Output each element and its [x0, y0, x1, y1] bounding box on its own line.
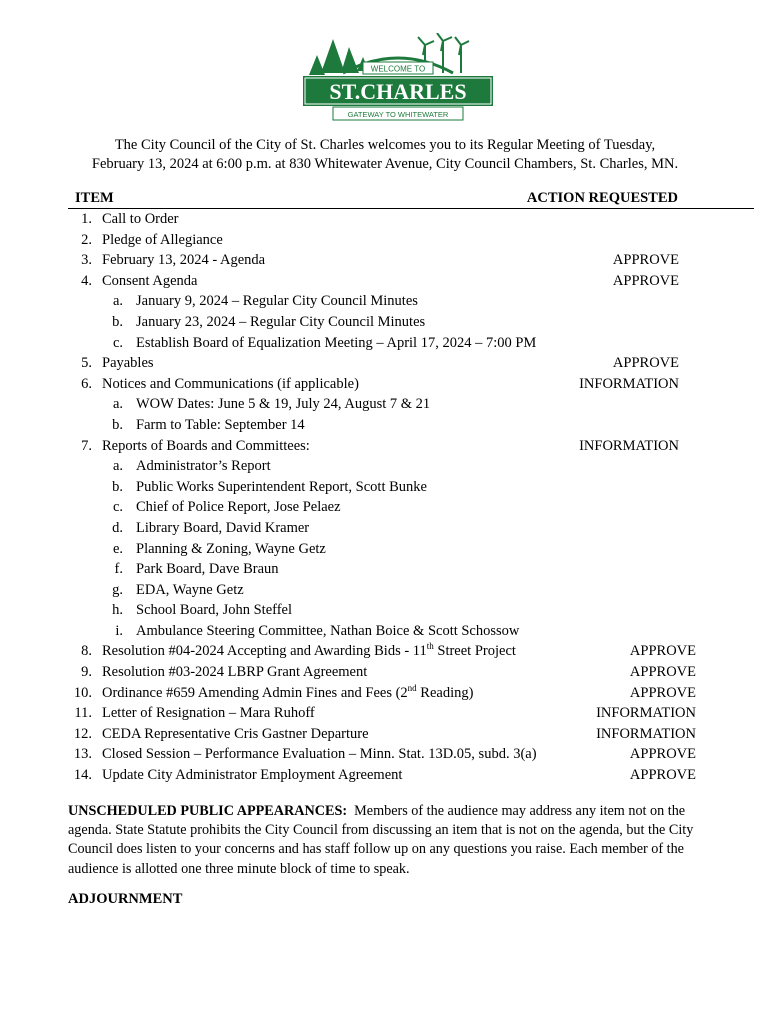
intro-line-2: February 13, 2024 at 6:00 p.m. at 830 Whitewater Avenue, City Council Chambers, St. Charles, MN. — [91, 156, 679, 172]
st-charles-logo-graphic — [303, 33, 493, 123]
agenda-subitem — [0, 394, 770, 415]
item-number: 12. — [73, 725, 92, 742]
item-number: e. — [112, 540, 123, 557]
tree-icon — [309, 55, 325, 75]
agenda-subitem — [0, 600, 770, 621]
agenda-subitem — [0, 312, 770, 333]
item-text: Establish Board of Equalization Meeting – April 17, 2024 – 7:00 PM — [136, 334, 537, 351]
adjournment: ADJOURNMENT — [68, 891, 183, 907]
agenda-item — [0, 436, 770, 457]
item-number: b. — [112, 416, 123, 433]
item-text: Chief of Police Report, Jose Pelaez — [136, 499, 341, 516]
agenda-item — [0, 641, 770, 662]
agenda-subitem — [0, 621, 770, 642]
agenda-subitem — [0, 518, 770, 539]
item-text: February 13, 2024 - Agenda — [102, 252, 266, 269]
agenda-subitem — [0, 415, 770, 436]
agenda-subitem — [0, 456, 770, 477]
item-number: 7. — [81, 437, 92, 454]
item-number: 13. — [73, 746, 92, 763]
item-action: APPROVE — [629, 684, 696, 701]
agenda-subitem — [0, 559, 770, 580]
agenda-subitem — [0, 291, 770, 312]
item-number: 4. — [81, 272, 92, 289]
item-text: Resolution #03-2024 LBRP Grant Agreement — [102, 664, 368, 681]
item-text: Public Works Superintendent Report, Scott Bunke — [136, 478, 427, 495]
agenda-item — [0, 703, 770, 724]
item-text: Update City Administrator Employment Agreement — [102, 767, 403, 784]
item-action: APPROVE — [612, 355, 679, 372]
agenda-item — [0, 250, 770, 271]
logo-tagline-text: GATEWAY TO WHITEWATER — [347, 110, 449, 119]
logo-welcome-text: WELCOME TO — [370, 64, 426, 74]
item-number: c. — [112, 334, 123, 351]
item-number: 1. — [81, 211, 92, 227]
item-number: a. — [112, 458, 123, 475]
agenda-item — [0, 765, 770, 786]
item-text: Closed Session – Performance Evaluation – Minn. Stat. 13D.05, subd. 3(a) — [102, 746, 537, 763]
item-text: Consent Agenda — [102, 272, 198, 289]
agenda-item — [0, 271, 770, 292]
agenda-item — [0, 683, 770, 704]
item-text: Planning & Zoning, Wayne Getz — [136, 540, 326, 557]
agenda-item — [0, 230, 770, 251]
item-text: Call to Order — [102, 211, 179, 227]
item-number: i. — [115, 622, 123, 639]
agenda-item — [0, 209, 770, 230]
agenda-item — [0, 374, 770, 395]
item-number: c. — [112, 499, 123, 516]
city-logo — [303, 33, 493, 123]
item-text: Administrator’s Report — [136, 458, 271, 475]
item-text: Notices and Communications (if applicable) — [102, 375, 359, 392]
item-text: Ambulance Steering Committee, Nathan Boice & Scott Schossow — [136, 622, 520, 639]
item-text: Park Board, Dave Braun — [136, 561, 279, 578]
item-action: APPROVE — [612, 252, 679, 269]
item-number: 6. — [81, 375, 92, 392]
agenda-header — [68, 190, 754, 209]
agenda-subitem — [0, 333, 770, 354]
item-text: Payables — [102, 355, 154, 372]
item-number: 11. — [74, 705, 92, 722]
public-appearances-title: UNSCHEDULED PUBLIC APPEARANCES: — [68, 803, 348, 819]
header-item: ITEM — [75, 190, 114, 206]
item-superscript: th — [426, 641, 434, 652]
item-text: Ordinance #659 Amending Admin Fines and Fees (2nd Reading) — [102, 682, 474, 701]
item-action: APPROVE — [629, 746, 696, 763]
item-action: INFORMATION — [579, 375, 679, 392]
item-text: Resolution #04-2024 Accepting and Awarding Bids - 11th Street Project — [102, 641, 516, 660]
item-number: h. — [112, 602, 123, 619]
item-number: a. — [112, 396, 123, 413]
item-action: INFORMATION — [579, 437, 679, 454]
item-number: f. — [114, 561, 123, 578]
agenda-subitem — [0, 497, 770, 518]
agenda-item — [0, 353, 770, 374]
item-action: APPROVE — [629, 767, 696, 784]
item-action: INFORMATION — [596, 705, 696, 722]
item-text: Library Board, David Kramer — [136, 519, 310, 536]
item-text: January 9, 2024 – Regular City Council Minutes — [136, 293, 418, 310]
item-number: d. — [112, 519, 123, 536]
item-number: a. — [112, 293, 123, 310]
intro-line-1: The City Council of the City of St. Charles welcomes you to its Regular Meeting of Tuesday, — [114, 137, 656, 153]
item-action: APPROVE — [612, 272, 679, 289]
item-number: b. — [112, 313, 123, 330]
item-action: APPROVE — [629, 664, 696, 681]
item-action: APPROVE — [629, 643, 696, 660]
item-action: INFORMATION — [596, 725, 696, 742]
item-text: School Board, John Steffel — [136, 602, 292, 619]
item-number: 14. — [73, 767, 92, 784]
item-number: 10. — [73, 684, 92, 701]
agenda-item — [0, 744, 770, 765]
item-text: WOW Dates: June 5 & 19, July 24, August 7 & 21 — [136, 396, 431, 413]
agenda-subitem — [0, 580, 770, 601]
agenda-subitem — [0, 477, 770, 498]
item-number: 8. — [81, 643, 92, 660]
item-text: CEDA Representative Cris Gastner Departure — [102, 725, 369, 742]
public-appearances-body: Members of the audience may address any item not on the agenda. State Statute prohibits the City Council from discussing an item that is not on the agenda, but the City Council does listen to your concerns and has staff follow up on any questions you raise. Each member of the audience is allotted one three minute block of time to speak. — [68, 803, 694, 877]
item-text: EDA, Wayne Getz — [136, 581, 244, 598]
agenda-subitem — [0, 539, 770, 560]
agenda-list — [0, 209, 770, 786]
item-text: Farm to Table: September 14 — [136, 416, 305, 433]
item-text: Pledge of Allegiance — [102, 231, 223, 248]
item-text: Letter of Resignation – Mara Ruhoff — [102, 705, 315, 722]
item-number: 3. — [81, 252, 92, 269]
item-number: 2. — [81, 231, 92, 248]
public-appearances — [68, 802, 718, 879]
meeting-intro — [60, 136, 710, 174]
tree-icon — [321, 39, 345, 73]
item-text: Reports of Boards and Committees: — [102, 437, 310, 454]
agenda-item — [0, 662, 770, 683]
header-action-requested: ACTION REQUESTED — [526, 190, 678, 206]
item-superscript: nd — [407, 682, 417, 693]
item-number: b. — [112, 478, 123, 495]
agenda-item — [0, 724, 770, 745]
item-text: January 23, 2024 – Regular City Council Minutes — [136, 313, 426, 330]
logo-name-text: ST.CHARLES — [329, 79, 467, 104]
item-number: g. — [112, 581, 123, 598]
item-number: 9. — [81, 664, 92, 681]
item-number: 5. — [81, 355, 92, 372]
